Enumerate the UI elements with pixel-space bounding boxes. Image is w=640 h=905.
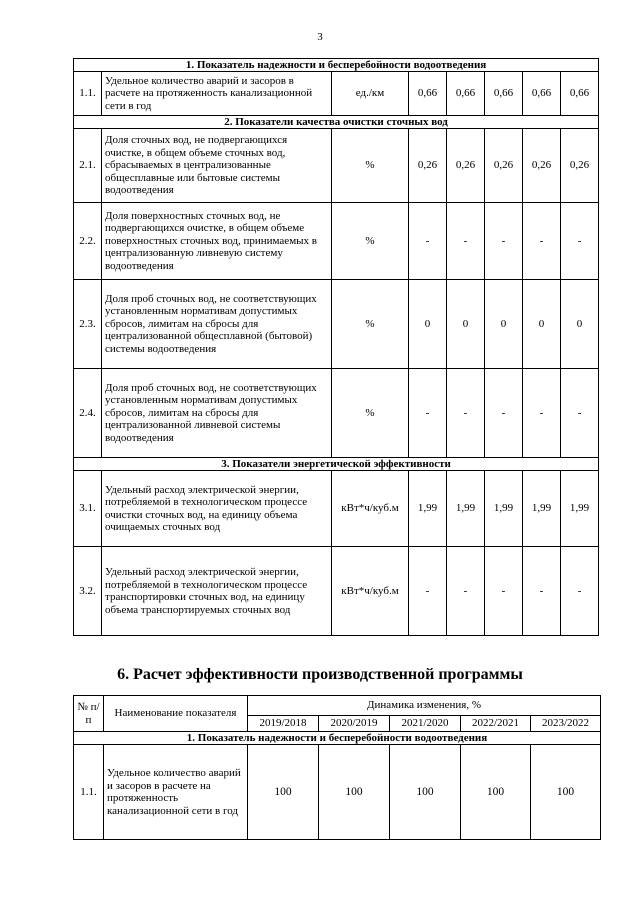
column-header-number: № п/п bbox=[74, 696, 104, 732]
section-heading: 6. Расчет эффективности производственной программы bbox=[117, 666, 523, 683]
value-cell: - bbox=[561, 203, 599, 280]
indicator-name: Удельный расход электрической энергии, потребляемой в технологическом процессе транспортировки сточных вод, на единицу объема транспортируемых сточных вод bbox=[102, 547, 332, 636]
section-title: 1. Показатель надежности и бесперебойности водоотведения bbox=[74, 59, 599, 72]
unit-cell: % bbox=[332, 203, 409, 280]
column-header-year: 2019/2018 bbox=[248, 716, 319, 732]
value-cell: 0,26 bbox=[485, 129, 523, 203]
value-cell: - bbox=[447, 203, 485, 280]
value-cell: 100 bbox=[319, 745, 390, 840]
value-cell: 1,99 bbox=[485, 471, 523, 547]
value-cell: - bbox=[485, 203, 523, 280]
column-header-name: Наименование показателя bbox=[104, 696, 248, 732]
value-cell: 0 bbox=[447, 280, 485, 369]
value-cell: - bbox=[447, 369, 485, 458]
indicator-name: Доля проб сточных вод, не соответствующих установленным нормативам допустимых сбросов, лимитам на сбросы для централизованной общесплавной (бытовой) системы водоотведения bbox=[102, 280, 332, 369]
efficiency-table bbox=[73, 695, 601, 840]
row-number: 2.3. bbox=[74, 280, 102, 369]
section-row bbox=[74, 59, 599, 72]
table-row bbox=[74, 72, 599, 116]
value-cell: 100 bbox=[531, 745, 601, 840]
row-number: 2.1. bbox=[74, 129, 102, 203]
indicator-name: Удельное количество аварий и засоров в расчете на протяженность канализационной сети в год bbox=[104, 745, 248, 840]
section-row bbox=[74, 458, 599, 471]
unit-cell: кВт*ч/куб.м bbox=[332, 547, 409, 636]
unit-cell: % bbox=[332, 280, 409, 369]
value-cell: 0,26 bbox=[447, 129, 485, 203]
table-row bbox=[74, 369, 599, 458]
value-cell: - bbox=[485, 369, 523, 458]
value-cell: 1,99 bbox=[561, 471, 599, 547]
row-number: 3.1. bbox=[74, 471, 102, 547]
indicator-name: Доля сточных вод, не подвергающихся очистке, в общем объеме сточных вод, сбрасываемых в централизованные общесплавные или бытовые системы водоотведения bbox=[102, 129, 332, 203]
value-cell: - bbox=[561, 369, 599, 458]
table-row bbox=[74, 129, 599, 203]
value-cell: - bbox=[523, 369, 561, 458]
value-cell: 0,26 bbox=[409, 129, 447, 203]
value-cell: - bbox=[447, 547, 485, 636]
value-cell: 0,66 bbox=[485, 72, 523, 116]
value-cell: 100 bbox=[248, 745, 319, 840]
value-cell: 0,66 bbox=[523, 72, 561, 116]
value-cell: - bbox=[523, 547, 561, 636]
value-cell: 0,66 bbox=[447, 72, 485, 116]
section-row bbox=[74, 116, 599, 129]
value-cell: 0 bbox=[561, 280, 599, 369]
table-row bbox=[74, 745, 601, 840]
column-header-year: 2021/2020 bbox=[390, 716, 461, 732]
row-number: 2.4. bbox=[74, 369, 102, 458]
indicator-name: Удельный расход электрической энергии, потребляемой в технологическом процессе очистки сточных вод, на единицу объема очищаемых сточных вод bbox=[102, 471, 332, 547]
page-number: 3 bbox=[317, 31, 323, 43]
table-row bbox=[74, 280, 599, 369]
column-header-year: 2023/2022 bbox=[531, 716, 601, 732]
header-row bbox=[74, 696, 601, 716]
value-cell: 100 bbox=[461, 745, 531, 840]
value-cell: 0 bbox=[409, 280, 447, 369]
column-header-year: 2022/2021 bbox=[461, 716, 531, 732]
indicator-name: Удельное количество аварий и засоров в расчете на протяженность канализационной сети в год bbox=[102, 72, 332, 116]
unit-cell: кВт*ч/куб.м bbox=[332, 471, 409, 547]
value-cell: 0,26 bbox=[561, 129, 599, 203]
value-cell: 1,99 bbox=[523, 471, 561, 547]
indicator-name: Доля проб сточных вод, не соответствующих установленным нормативам допустимых сбросов, лимитам на сбросы для централизованной ливневой системы водоотведения bbox=[102, 369, 332, 458]
table-row bbox=[74, 547, 599, 636]
value-cell: - bbox=[561, 547, 599, 636]
row-number: 1.1. bbox=[74, 72, 102, 116]
unit-cell: ед./км bbox=[332, 72, 409, 116]
table-row bbox=[74, 203, 599, 280]
section-row bbox=[74, 732, 601, 745]
value-cell: - bbox=[409, 547, 447, 636]
section-title: 2. Показатели качества очистки сточных вод bbox=[74, 116, 599, 129]
row-number: 1.1. bbox=[74, 745, 104, 840]
value-cell: 0 bbox=[523, 280, 561, 369]
value-cell: 0 bbox=[485, 280, 523, 369]
row-number: 3.2. bbox=[74, 547, 102, 636]
column-header-year: 2020/2019 bbox=[319, 716, 390, 732]
value-cell: - bbox=[409, 369, 447, 458]
value-cell: 0,66 bbox=[561, 72, 599, 116]
value-cell: 100 bbox=[390, 745, 461, 840]
value-cell: 1,99 bbox=[447, 471, 485, 547]
unit-cell: % bbox=[332, 369, 409, 458]
value-cell: 1,99 bbox=[409, 471, 447, 547]
value-cell: - bbox=[485, 547, 523, 636]
unit-cell: % bbox=[332, 129, 409, 203]
column-header-dynamics: Динамика изменения, % bbox=[248, 696, 601, 716]
value-cell: 0,66 bbox=[409, 72, 447, 116]
value-cell: 0,26 bbox=[523, 129, 561, 203]
table-row bbox=[74, 471, 599, 547]
row-number: 2.2. bbox=[74, 203, 102, 280]
indicators-table bbox=[73, 58, 599, 636]
indicator-name: Доля поверхностных сточных вод, не подвергающихся очистке, в общем объеме поверхностных сточных вод, принимаемых в централизованную ливневую систему водоотведения bbox=[102, 203, 332, 280]
section-title: 1. Показатель надежности и бесперебойности водоотведения bbox=[74, 732, 601, 745]
value-cell: - bbox=[523, 203, 561, 280]
value-cell: - bbox=[409, 203, 447, 280]
section-title: 3. Показатели энергетической эффективности bbox=[74, 458, 599, 471]
